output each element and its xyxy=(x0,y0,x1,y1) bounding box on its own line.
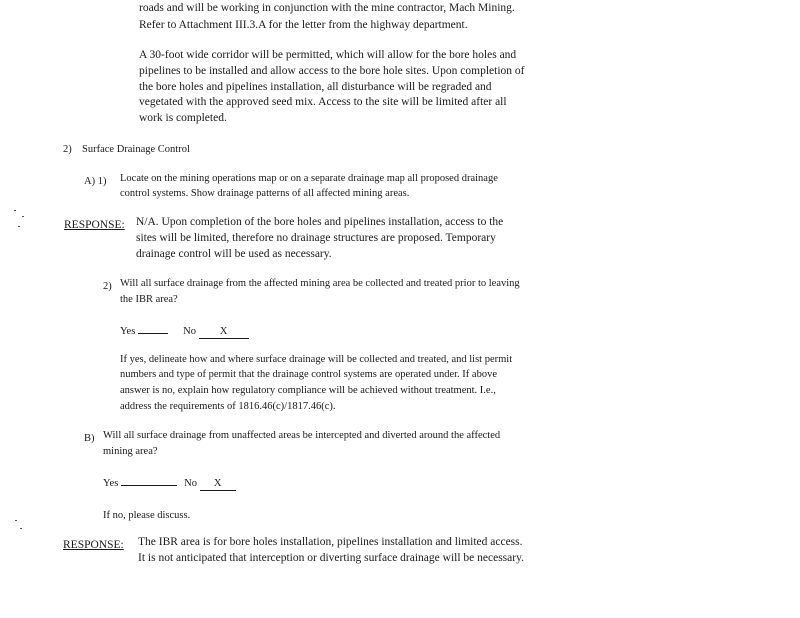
question-2-answer xyxy=(120,327,249,339)
response-1-label: RESPONSE: xyxy=(64,219,125,231)
question-a1-line: Locate on the mining operations map or on a separate drainage map all proposed drainage xyxy=(120,173,498,184)
question-b-answer xyxy=(103,479,236,491)
response-1-line: N/A. Upon completion of the bore holes and pipelines installation, access to the xyxy=(136,216,504,228)
scan-speck xyxy=(22,216,24,217)
yes-blank xyxy=(121,485,177,486)
scan-speck xyxy=(14,210,16,211)
question-b-line: Will all surface drainage from unaffected areas be intercepted and diverted around the affected xyxy=(103,430,501,441)
scan-speck xyxy=(18,226,20,227)
question-a1-line: control systems. Show drainage patterns of all affected mining areas. xyxy=(120,188,410,199)
paragraph-line: answer is no, explain how regulatory compliance will be achieved without treatment. I.e., xyxy=(120,385,496,396)
intro-line-2: Refer to Attachment III.3.A for the letter from the highway department. xyxy=(139,19,468,31)
question-a1-label: A) 1) xyxy=(84,176,107,187)
yes-label: Yes xyxy=(103,478,119,489)
no-blank: X xyxy=(200,479,236,491)
paragraph-line: numbers and type of permit that the drainage control systems are operated under. If above xyxy=(120,369,497,380)
paragraph-line: the bore holes and pipelines installation, all disturbance will be regraded and xyxy=(139,81,492,93)
scan-speck xyxy=(20,528,22,529)
response-2-line: It is not anticipated that interception or diverting surface drainage will be necessary. xyxy=(138,552,524,564)
response-1-line: drainage control will be used as necessary. xyxy=(136,248,332,260)
paragraph-line: work is completed. xyxy=(139,112,227,124)
question-b-label: B) xyxy=(84,433,95,444)
intro-line-1: roads and will be working in conjunction with the mine contractor, Mach Mining. xyxy=(139,2,515,14)
response-2-line: The IBR area is for bore holes installation, pipelines installation and limited access. xyxy=(138,536,523,548)
yes-label: Yes xyxy=(120,326,136,337)
response-1-line: sites will be limited, therefore no drainage structures are proposed. Temporary xyxy=(136,232,496,244)
paragraph-line: pipelines to be installed and allow access to the bore hole sites. Upon completion of xyxy=(139,65,525,77)
question-2-label: 2) xyxy=(103,281,112,292)
paragraph-line: If yes, delineate how and where surface drainage will be collected and treated, and list permit xyxy=(120,354,513,365)
question-2-line: the IBR area? xyxy=(120,294,178,305)
no-blank: X xyxy=(199,327,249,339)
paragraph-line: address the requirements of 1816.46(c)/1817.46(c). xyxy=(120,401,336,412)
paragraph-line: A 30-foot wide corridor will be permitted, which will allow for the bore holes and xyxy=(139,49,517,61)
section-number: 2) xyxy=(63,144,72,155)
no-label: No xyxy=(184,478,197,489)
question-2-line: Will all surface drainage from the affected mining area be collected and treated prior to leaving xyxy=(120,278,520,289)
scan-speck xyxy=(15,520,17,521)
no-label: No xyxy=(183,326,196,337)
section-title: Surface Drainage Control xyxy=(82,144,190,155)
question-b-line: mining area? xyxy=(103,446,158,457)
response-2-label: RESPONSE: xyxy=(63,539,124,551)
yes-blank xyxy=(138,333,168,334)
if-no-instruction: If no, please discuss. xyxy=(103,510,191,521)
paragraph-line: vegetated with the approved seed mix. Access to the site will be limited after all xyxy=(139,96,507,108)
